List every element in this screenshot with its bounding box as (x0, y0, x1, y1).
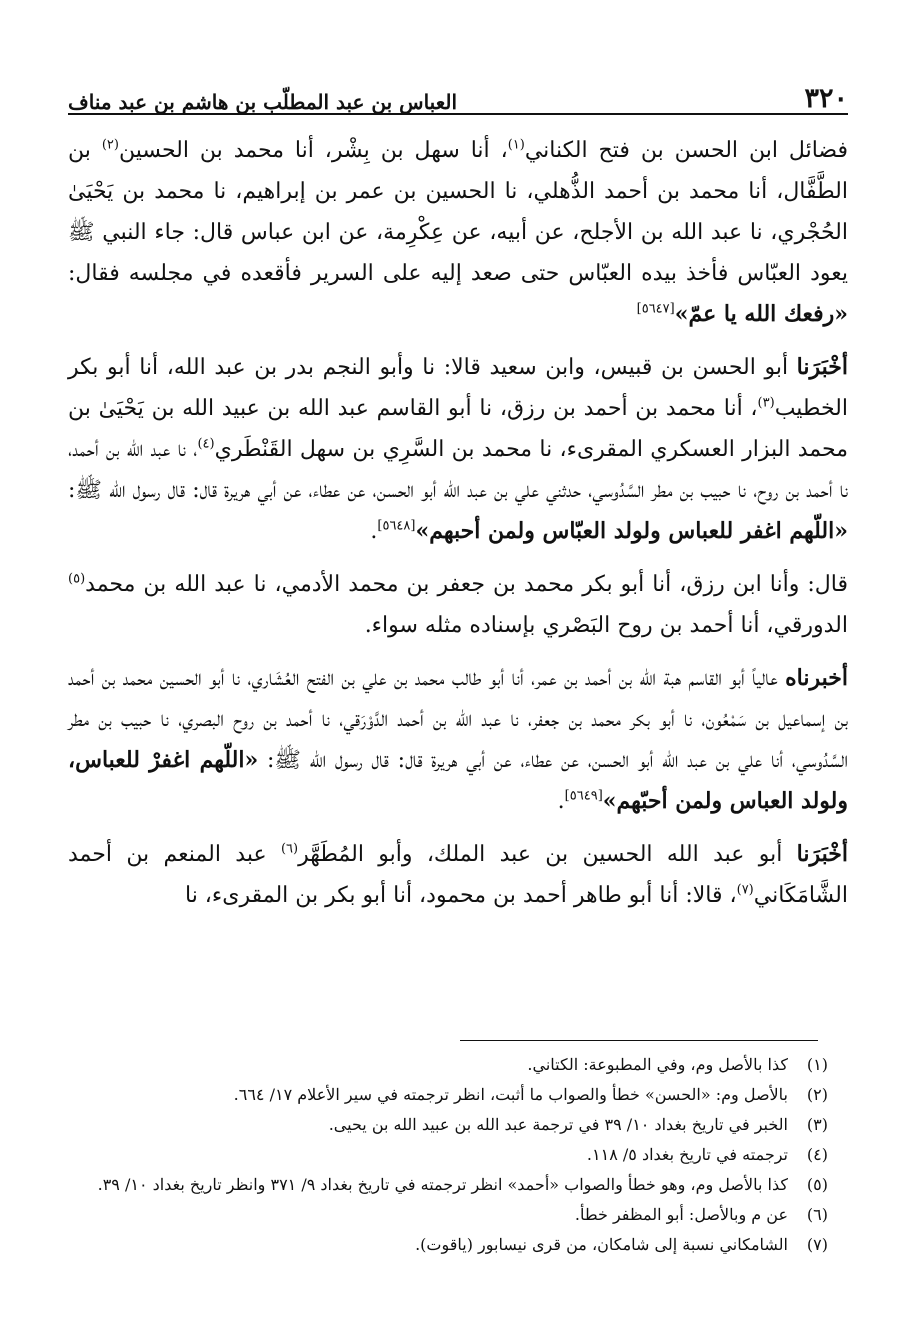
footnote-text: كذا بالأصل وم، وفي المطبوعة: الكتاني. (527, 1055, 788, 1074)
reference-marker: (٣) (757, 395, 775, 411)
reference-marker: [٥٦٤٧] (636, 301, 675, 317)
text-segment: ، أنا سهل بن بِشْر، أنا محمد بن الحسين (118, 138, 508, 163)
emphasized-text: «اللّهم اغفرْ للعباس، ولولد العباس ولمن أحبّهم» (68, 747, 848, 814)
text-segment: ، قالا: أنا أبو طاهر أحمد بن محمود، أنا أبو بكر بن المقرىء، نا (184, 883, 737, 908)
paragraph (68, 834, 848, 916)
text-segment: قال: وأنا ابن رزق، أنا أبو بكر محمد بن جعفر بن محمد الأدمي، نا عبد الله بن محمد (85, 572, 848, 597)
footnote-text: كذا بالأصل وم، وهو خطأ والصواب «أحمد» انظر ترجمته في تاريخ بغداد ٩/ ٣٧١ وانظر تاريخ بغداد ١٠/ ٣٩. (97, 1175, 788, 1194)
footnote (68, 1170, 828, 1200)
footnote-number: (١) (806, 1055, 828, 1074)
text-segment: . (370, 519, 378, 544)
footnote-number: (٦) (806, 1205, 828, 1224)
page-header (68, 68, 848, 112)
emphasized-text: أخبرناه (785, 665, 848, 691)
main-text (68, 130, 848, 916)
reference-marker: (٥) (68, 571, 86, 587)
footnote-number: (٥) (806, 1175, 828, 1194)
text-segment: أبو عبد الله الحسين بن عبد الملك، وأبو المُطَهَّر (298, 842, 797, 867)
text-segment: عالياً أبو القاسم هبة الله بن أحمد بن عمر، أنا أبو طالب محمد بن علي بن الفتح العُشَاري، نا أبو الحسين محمد بن أحمد بن إسماعيل بن سَمْعُون، نا أبو بكر محمد بن جعفر، نا عبد الله بن أحمد الدَّوْرَقي، نا أحمد بن روح البصري، نا حبيب بن مطر السَّدُوسي، أنا علي بن عبد الله أبو الحسن، عن عطاء، عن أبي هريرة قال: قال رسول الله ﷺ: (68, 666, 849, 773)
text-segment: الدورقي، أنا أحمد بن روح البَصْري بإسناده مثله سواء. (364, 613, 848, 638)
footnote-rule (460, 1040, 818, 1041)
text-segment: أبو الحسن بن قبيس، وابن سعيد قالا: نا وأبو النجم بدر بن عبد الله، أنا أبو بكر الخطيب (68, 355, 848, 421)
header-rule (68, 113, 848, 115)
footnote (68, 1200, 828, 1230)
footnote-text: الخبر في تاريخ بغداد ١٠/ ٣٩ في ترجمة عبد الله بن عبيد الله بن يحيى. (328, 1115, 788, 1134)
reference-marker: (٦) (280, 841, 299, 857)
paragraph (68, 130, 848, 335)
footnote-text: بالأصل وم: «الحسن» خطأ والصواب ما أثبت، انظر ترجمته في سير الأعلام ١٧/ ٦٦٤. (233, 1085, 788, 1104)
footnote-number: (٣) (806, 1115, 828, 1134)
footnote-number: (٧) (806, 1235, 828, 1254)
footnote-text: عن م وبالأصل: أبو المظفر خطأ. (574, 1205, 788, 1224)
emphasized-text: «رفعك الله يا عمّ» (674, 301, 848, 327)
reference-marker: (٧) (736, 882, 754, 898)
reference-marker: (١) (507, 137, 525, 153)
paragraph (68, 658, 848, 822)
footnote (68, 1230, 828, 1260)
paragraph (68, 347, 848, 552)
footnote-number: (٢) (806, 1085, 828, 1104)
emphasized-text: أخْبَرَنا (796, 354, 848, 380)
footnote (68, 1140, 828, 1170)
reference-marker: (٤) (197, 436, 215, 452)
emphasized-text: «اللّهم اغفر للعباس ولولد العبّاس ولمن أحبهم» (415, 518, 848, 544)
running-title: العباس بن عبد المطلّب بن هاشم بن عبد مناف (68, 90, 458, 114)
footnote (68, 1110, 828, 1140)
text-segment: ، نا عبد الله بن أحمد، نا أحمد بن روح، نا حبيب بن مطر السَّدُوسي، حدثني علي بن عبد الله أبو الحسن، عن عطاء، عن أبي هريرة قال: قال رسول الله ﷺ: (68, 437, 848, 503)
footnote-text: ترجمته في تاريخ بغداد ٥/ ١١٨. (586, 1145, 788, 1164)
text-segment: بن الطَّفَّال، أنا محمد بن أحمد الذُّهلي، نا الحسين بن عمر بن إبراهيم، نا محمد بن يَحْيَىٰ الحُجْري، نا عبد الله بن الأجلح، عن أبيه، عن عِكْرِمة، عن ابن عباس قال: جاء النبي ﷺ يعود العبّاس فأخذ بيده العبّاس حتى صعد إليه على السرير فأقعده في مجلسه فقال: (68, 138, 848, 286)
reference-marker: [٥٦٤٨] (377, 518, 416, 534)
reference-marker: [٥٦٤٩] (564, 788, 603, 804)
emphasized-text: أخْبَرَنا (796, 841, 848, 867)
text-segment: عبد المنعم بن أحمد الشَّامَكَاني (68, 842, 848, 908)
reference-marker: (٢) (101, 137, 119, 153)
paragraph (68, 564, 848, 646)
footnotes (68, 1050, 828, 1260)
text-segment: . (557, 789, 565, 814)
page-number: ٣٢٠ (804, 83, 848, 114)
text-segment: ، أنا محمد بن أحمد بن رزق، نا أبو القاسم عبد الله بن عبيد الله بن يَحْيَىٰ بن محمد البزار العسكري المقرىء، نا محمد بن السَّرِي بن سهل القَنْطَري (68, 396, 848, 462)
footnote (68, 1050, 828, 1080)
footnote-number: (٤) (806, 1145, 828, 1164)
footnote-text: الشامكاني نسبة إلى شامكان، من قرى نيسابور (ياقوت). (415, 1235, 788, 1254)
text-segment: فضائل ابن الحسن بن فتح الكناني (524, 138, 848, 163)
footnote (68, 1080, 828, 1110)
